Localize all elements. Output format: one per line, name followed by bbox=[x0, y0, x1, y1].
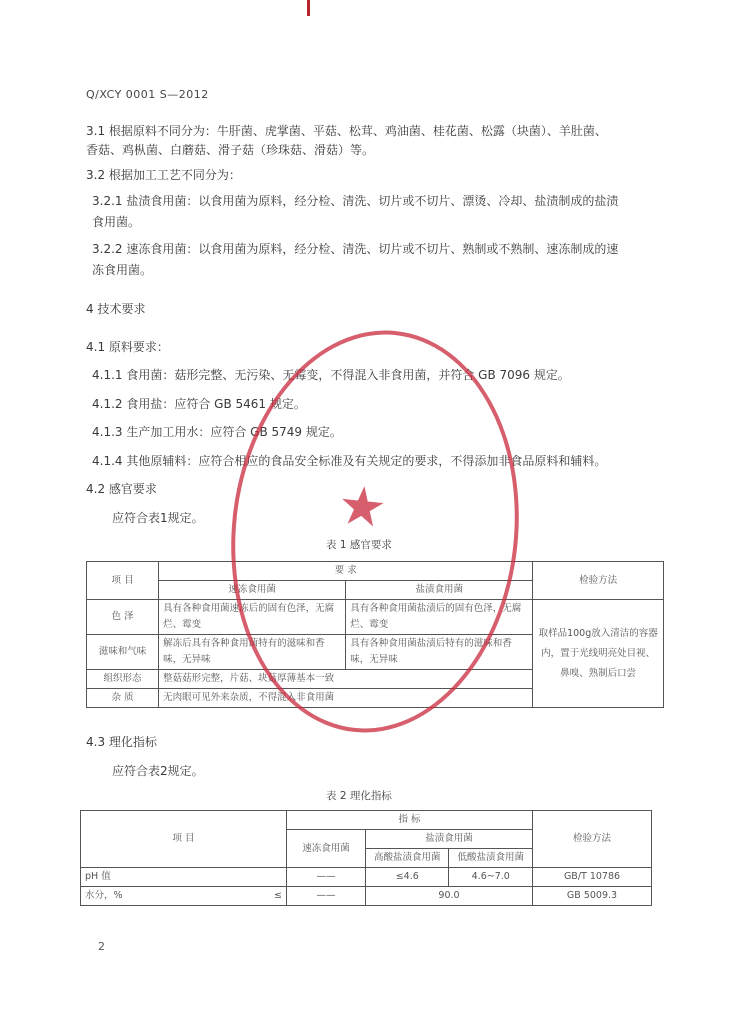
clause-3-2-2: 3.2.2 速冻食用菌：以食用菌为原料，经分检、清洗、切片或不切片、熟制或不熟制、速冻制成的速 bbox=[92, 242, 619, 256]
t2-row-moisture-operator: ≤ bbox=[258, 887, 287, 906]
seal-star-icon: ★ bbox=[334, 472, 390, 541]
clause-3-2: 3.2 根据加工工艺不同分为： bbox=[86, 168, 241, 182]
clause-4-1: 4.1 原料要求： bbox=[86, 340, 169, 354]
clause-4-3-text: 应符合表2规定。 bbox=[112, 764, 204, 778]
clause-4-1-1: 4.1.1 食用菌：菇形完整、无污染、无霉变，不得混入非食用菌，并符合 GB 7096 规定。 bbox=[92, 368, 570, 382]
t1-row-taste-frozen: 解冻后具有各种食用菌特有的滋味和香味，无异味 bbox=[159, 635, 346, 670]
t2-header-item: 项 目 bbox=[81, 811, 287, 868]
t1-row-color-salted: 具有各种食用菌盐渍后的固有色泽，无腐烂、霉变 bbox=[346, 600, 533, 635]
t1-row-taste-salted: 具有各种食用菌盐渍后特有的滋味和香味，无异味 bbox=[346, 635, 533, 670]
t2-row-ph-method: GB/T 10786 bbox=[533, 868, 652, 887]
clause-4-2: 4.2 感官要求 bbox=[86, 482, 157, 496]
top-edge-mark bbox=[307, 0, 310, 16]
t2-header-index: 指 标 bbox=[286, 811, 532, 830]
clause-3-1-cont: 香菇、鸡枞菌、白蘑菇、滑子菇（珍珠菇、滑菇）等。 bbox=[86, 143, 375, 157]
t2-row-moisture-salted: 90.0 bbox=[365, 887, 532, 906]
t1-row-color-item: 色 泽 bbox=[87, 600, 159, 635]
sensory-requirements-table bbox=[86, 561, 664, 708]
t1-header-frozen: 速冻食用菌 bbox=[159, 581, 346, 600]
t1-row-impurity-item: 杂 质 bbox=[87, 689, 159, 708]
t1-row-color-frozen: 具有各种食用菌速冻后的固有色泽，无腐烂、霉变 bbox=[159, 600, 346, 635]
t2-row-ph-low: 4.6~7.0 bbox=[449, 868, 533, 887]
t1-header-item: 项 目 bbox=[87, 562, 159, 600]
t1-row-texture-item: 组织形态 bbox=[87, 670, 159, 689]
t2-row-ph-frozen: —— bbox=[286, 868, 365, 887]
t2-row-moisture-item: 水分，% bbox=[81, 887, 258, 906]
page-number: 2 bbox=[98, 940, 105, 953]
t2-row-moisture-frozen: —— bbox=[286, 887, 365, 906]
section-4-title: 4 技术要求 bbox=[86, 302, 146, 316]
t2-header-low-acid: 低酸盐渍食用菌 bbox=[449, 849, 533, 868]
t1-header-salted: 盐渍食用菌 bbox=[346, 581, 533, 600]
t1-method-cell: 取样品100g放入清洁的容器内，置于光线明亮处目视、鼻嗅、熟制后口尝 bbox=[533, 600, 664, 708]
t2-header-frozen: 速冻食用菌 bbox=[286, 830, 365, 868]
table-1-caption: 表 1 感官要求 bbox=[326, 539, 392, 551]
t2-header-method: 检验方法 bbox=[533, 811, 652, 868]
t1-row-taste-item: 滋味和气味 bbox=[87, 635, 159, 670]
standard-number-header: Q/XCY 0001 S—2012 bbox=[86, 88, 209, 101]
t1-row-impurity-value: 无肉眼可见外来杂质，不得混入非食用菌 bbox=[159, 689, 533, 708]
clause-3-1: 3.1 根据原料不同分为：牛肝菌、虎掌菌、平菇、松茸、鸡油菌、桂花菌、松露（块菌）、羊肚菌、 bbox=[86, 124, 607, 138]
t2-row-ph-high: ≤4.6 bbox=[365, 868, 449, 887]
physicochemical-table bbox=[80, 810, 652, 906]
t2-header-salted: 盐渍食用菌 bbox=[365, 830, 532, 849]
table-2-caption: 表 2 理化指标 bbox=[326, 790, 392, 802]
clause-4-1-2: 4.1.2 食用盐：应符合 GB 5461 规定。 bbox=[92, 397, 306, 411]
t2-header-high-acid: 高酸盐渍食用菌 bbox=[365, 849, 449, 868]
clause-3-2-1-cont: 食用菌。 bbox=[92, 215, 141, 229]
t2-row-moisture-method: GB 5009.3 bbox=[533, 887, 652, 906]
t1-row-texture-value: 整菇菇形完整，片菇、块菇厚薄基本一致 bbox=[159, 670, 533, 689]
t2-row-ph-item: pH 值 bbox=[81, 868, 287, 887]
clause-4-3: 4.3 理化指标 bbox=[86, 735, 157, 749]
clause-4-1-4: 4.1.4 其他原辅料：应符合相应的食品安全标准及有关规定的要求，不得添加非食品原料和辅料。 bbox=[92, 454, 607, 468]
clause-3-2-1: 3.2.1 盐渍食用菌：以食用菌为原料，经分检、清洗、切片或不切片、漂烫、冷却、盐渍制成的盐渍 bbox=[92, 194, 619, 208]
clause-3-2-2-cont: 冻食用菌。 bbox=[92, 263, 153, 277]
t1-header-method: 检验方法 bbox=[533, 562, 664, 600]
clause-4-1-3: 4.1.3 生产加工用水：应符合 GB 5749 规定。 bbox=[92, 425, 342, 439]
t1-header-requirement: 要 求 bbox=[159, 562, 533, 581]
clause-4-2-text: 应符合表1规定。 bbox=[112, 511, 204, 525]
